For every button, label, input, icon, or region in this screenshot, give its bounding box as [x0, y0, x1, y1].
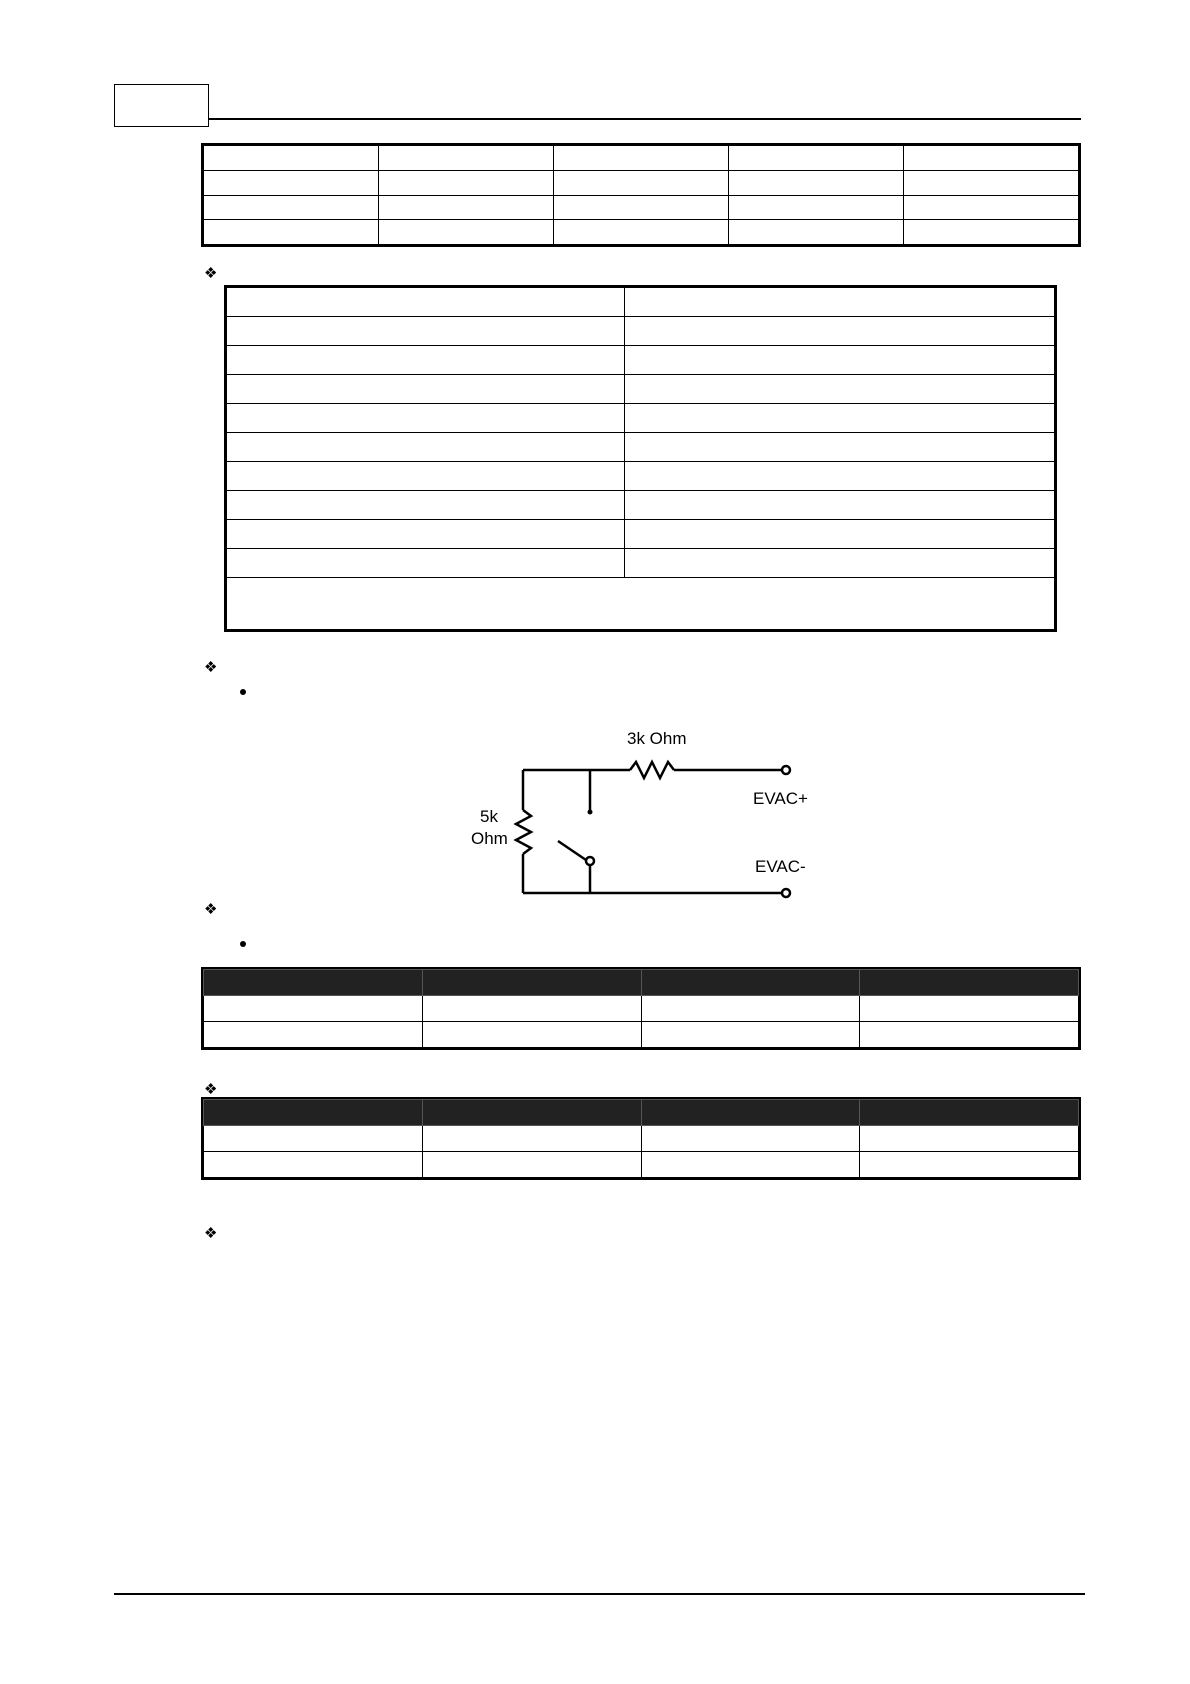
round-bullet-icon — [240, 941, 246, 947]
table-row — [227, 491, 1055, 520]
table-row — [227, 433, 1055, 462]
table-row — [204, 146, 1079, 171]
table-row — [227, 317, 1055, 346]
diamond-bullet-icon: ❖ — [204, 659, 218, 676]
diamond-bullet-icon: ❖ — [204, 901, 218, 918]
table-row — [227, 375, 1055, 404]
table-row — [204, 1152, 1079, 1178]
table-row — [227, 462, 1055, 491]
page-number-box — [114, 84, 209, 127]
footer-rule — [114, 1593, 1085, 1595]
table-row — [204, 1126, 1079, 1152]
table-footer-row — [227, 578, 1055, 630]
resistor-5k-icon — [516, 810, 531, 854]
table-header-row — [204, 1100, 1079, 1126]
switch-node-icon — [588, 810, 593, 815]
terminal-minus-label: EVAC- — [755, 857, 806, 876]
round-bullet-icon — [240, 689, 246, 695]
resistor-3k-label: 3k Ohm — [627, 729, 687, 748]
table-header-row — [204, 970, 1079, 996]
table-row — [204, 170, 1079, 195]
resistor-5k-label-line2: Ohm — [471, 829, 508, 848]
diamond-bullet-icon: ❖ — [204, 1225, 218, 1242]
resistor-5k-label-line1: 5k — [480, 807, 498, 826]
table-row — [204, 195, 1079, 220]
terminal-plus-label: EVAC+ — [753, 789, 808, 808]
table-row — [204, 220, 1079, 245]
evac-circuit-diagram — [460, 720, 840, 900]
table-row — [227, 346, 1055, 375]
diamond-bullet-icon: ❖ — [204, 265, 218, 282]
table-row — [227, 520, 1055, 549]
terminal-minus-icon — [782, 889, 790, 897]
resistor-3k-icon — [630, 762, 674, 778]
switch-contact-icon — [586, 857, 594, 865]
table-2 — [226, 287, 1055, 630]
table-row — [227, 404, 1055, 433]
table-3 — [203, 969, 1079, 1048]
table-row — [204, 996, 1079, 1022]
terminal-plus-icon — [782, 766, 790, 774]
table-row — [227, 288, 1055, 317]
table-row — [227, 549, 1055, 578]
header-rule — [209, 118, 1081, 120]
table-4 — [203, 1099, 1079, 1178]
table-row — [204, 1022, 1079, 1048]
table-1 — [203, 145, 1079, 245]
diamond-bullet-icon: ❖ — [204, 1081, 218, 1098]
switch-blade — [558, 841, 586, 860]
